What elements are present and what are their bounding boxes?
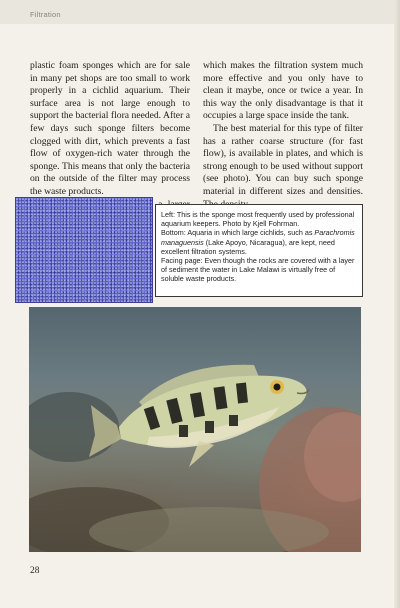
- stripe: [205, 421, 214, 433]
- caption-bottom: [161, 228, 358, 256]
- paragraph: plastic foam sponges which are for sale in many pet shops are too small to work properly in a cichlid aquarium. Their surface area is not large enough to support the bacterial flora needed. After a few days such sponge filters become clogged with dirt, which prevents a fast flow of oxygen-rich water through the sponge. This means that only the bacteria on the outside of the filter may process the waste products.: [30, 60, 190, 197]
- page-number: 28: [30, 566, 40, 576]
- caption-left: Left: This is the sponge most frequently used by professional aquarium keepers. Photo by Kjell Fohrman.: [161, 210, 355, 229]
- stripe: [179, 425, 188, 437]
- paragraph: which makes the filtration system much more effective and you only have to clean it maybe, once or twice a year. In this way the only disadvantage is that it occupies a large space inside the tank.: [203, 60, 363, 122]
- stripe: [229, 415, 238, 426]
- fish-pupil: [274, 384, 281, 391]
- caption-bottom-prefix: Bottom: Aquaria in which large cichlids, such as: [161, 228, 315, 238]
- photo-caption-box: [155, 204, 363, 297]
- caption-bottom-suffix: (Lake Apoyo, Nicaragua), are kept, need excellent filtration systems.: [161, 237, 335, 256]
- running-head: Filtration: [30, 10, 61, 19]
- caption-species-name: Parachromis managuensis: [161, 228, 355, 247]
- sponge-photo: [15, 197, 153, 303]
- body-text-right-column: [203, 60, 363, 211]
- fish-illustration: [29, 307, 361, 552]
- paragraph: The best material for this type of filter has a rather coarse structure (for fast flow), is available in plates, and which is strong enough to be used without support (see photo). You can buy such sponge material in different sizes and densities.: [203, 122, 363, 197]
- page-edge: [394, 0, 400, 608]
- cichlid-fish-photo: [29, 307, 361, 552]
- stripe: [236, 383, 248, 404]
- caption-facing-page: Facing page: Even though the rocks are covered with a layer of sediment the water in Lake Malawi is virtually free of soluble waste products.: [161, 256, 355, 284]
